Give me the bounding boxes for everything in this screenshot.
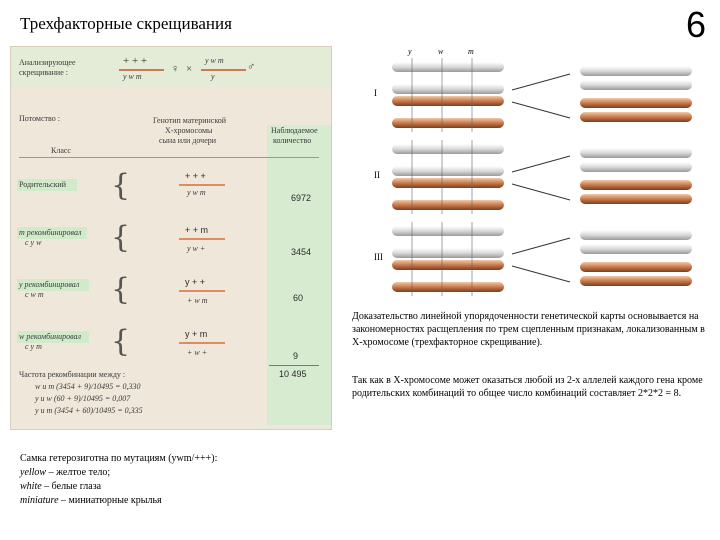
frequency-w-m: w и m (3454 + 9)/10495 = 0,330 xyxy=(35,382,141,391)
legend-miniature xyxy=(20,494,217,508)
legend-yellow xyxy=(20,466,217,480)
observed-header-1: Наблюдаемое xyxy=(271,126,318,135)
row-w-bottom: + w + xyxy=(187,348,208,357)
row-parental-label: Родительский xyxy=(19,180,67,189)
frequency-y-m: y и m (3454 + 60)/10495 = 0,335 xyxy=(35,406,143,415)
group-label-3: III xyxy=(374,252,383,262)
analyzing-label-2: скрещивание : xyxy=(19,68,68,77)
legend-miniature-term: miniature xyxy=(20,495,59,506)
row-m-bottom: y w + xyxy=(187,244,206,253)
group-label-2: II xyxy=(374,170,380,180)
observed-header-2: количество xyxy=(273,136,312,145)
mutation-legend xyxy=(20,452,217,508)
legend-heading: Самка гетерозиготна по мутациям (ywm/+++): xyxy=(20,453,218,464)
genotype-header-2: Х-хромосомы xyxy=(165,126,213,135)
cross-table-photo: Анализирующее скрещивание : + + + y w m ♀ × y w m y ♂ Потомство : Генотип материнской Х-хромосомы сына или дочери Наблюдаемое количество Класс Родительский { + + + y w m 6972 m рекомбинировал с у w { + + m y w + 3454 y рекомбинировал с w m { y + + + w m 60 w рекомбинировал с у m { y + m + w + 9 10 495 Частота рекомбинации между : w и m (3454 + 9)/10495 = 0,330 y и w (60 + 9)/10495 = 0,007 y и m (3454 + 60)/10495 = 0,335 xyxy=(10,46,332,430)
crossover-group-1 xyxy=(392,58,692,132)
gene-m-label: m xyxy=(468,47,474,56)
genotype-header-1: Генотип материнской xyxy=(153,116,227,125)
row-y-top: y + + xyxy=(185,277,206,287)
row-m-top: + + m xyxy=(185,225,209,235)
legend-white xyxy=(20,480,217,494)
legend-yellow-def: – желтое тело; xyxy=(46,467,111,478)
cross-female-top: + + + xyxy=(123,55,148,67)
cross-female-bottom: y w m xyxy=(123,72,142,81)
female-symbol: ♀ xyxy=(171,63,180,75)
group-label-1: I xyxy=(374,88,377,98)
chromosome-crossover-diagram xyxy=(352,44,710,304)
legend-white-term: white xyxy=(20,481,42,492)
row-y-label: y рекомбинировал xyxy=(19,280,80,289)
gene-y-label: y xyxy=(408,47,412,56)
slide-title: Трехфакторные скрещивания xyxy=(20,14,232,33)
row-y-bottom: + w m xyxy=(187,296,208,305)
row-m-label: m рекомбинировал xyxy=(19,228,82,237)
row-w-top: y + m xyxy=(185,329,208,339)
class-header: Класс xyxy=(51,146,71,155)
row-w-count: 9 xyxy=(293,351,299,361)
frequency-y-w: y и w (60 + 9)/10495 = 0,007 xyxy=(35,394,131,403)
row-y-sub: с w m xyxy=(25,290,44,299)
frequency-label: Частота рекомбинации между : xyxy=(19,370,126,379)
linear-order-text: Доказательство линейной упорядоченности генетической карты основывается на закономерностях расщепления по трем сцепленным признакам, локализованным в Х-хромосоме (трехфакторное скрещивание). xyxy=(352,311,705,348)
row-m-count: 3454 xyxy=(291,247,312,257)
row-w-label: w рекомбинировал xyxy=(19,332,82,341)
row-m-sub: с у w xyxy=(25,238,42,247)
genotype-header-3: сына или дочери xyxy=(159,136,217,145)
cross-symbol: × xyxy=(186,63,193,75)
legend-miniature-def: – миниатюрные крылья xyxy=(58,495,162,506)
total-count: 10 495 xyxy=(279,369,307,379)
slide-number: 6 xyxy=(685,4,706,45)
row-parental-bottom: y w m xyxy=(187,188,206,197)
combinations-text: Так как в Х-хромосоме может оказаться любой из 2-х аллелей каждого гена кроме родительских комбинаций то общее число комбинаций составляет 2*2*2 = 8. xyxy=(352,375,703,399)
gene-w-label: w xyxy=(438,47,444,56)
row-parental-top: + + + xyxy=(185,171,206,181)
cross-male-bottom: y xyxy=(211,72,215,81)
crossover-group-2 xyxy=(392,140,692,214)
row-y-count: 60 xyxy=(293,293,304,303)
row-parental-count: 6972 xyxy=(291,193,312,203)
row-w-sub: с у m xyxy=(25,342,42,351)
male-symbol: ♂ xyxy=(247,61,256,73)
legend-white-def: – белые глаза xyxy=(41,481,102,492)
offspring-label: Потомство : xyxy=(19,114,60,123)
legend-yellow-term: yellow xyxy=(20,467,47,478)
analyzing-label: Анализирующее xyxy=(19,58,76,67)
crossover-group-3 xyxy=(392,222,692,296)
cross-male-top: y w m xyxy=(205,56,224,65)
